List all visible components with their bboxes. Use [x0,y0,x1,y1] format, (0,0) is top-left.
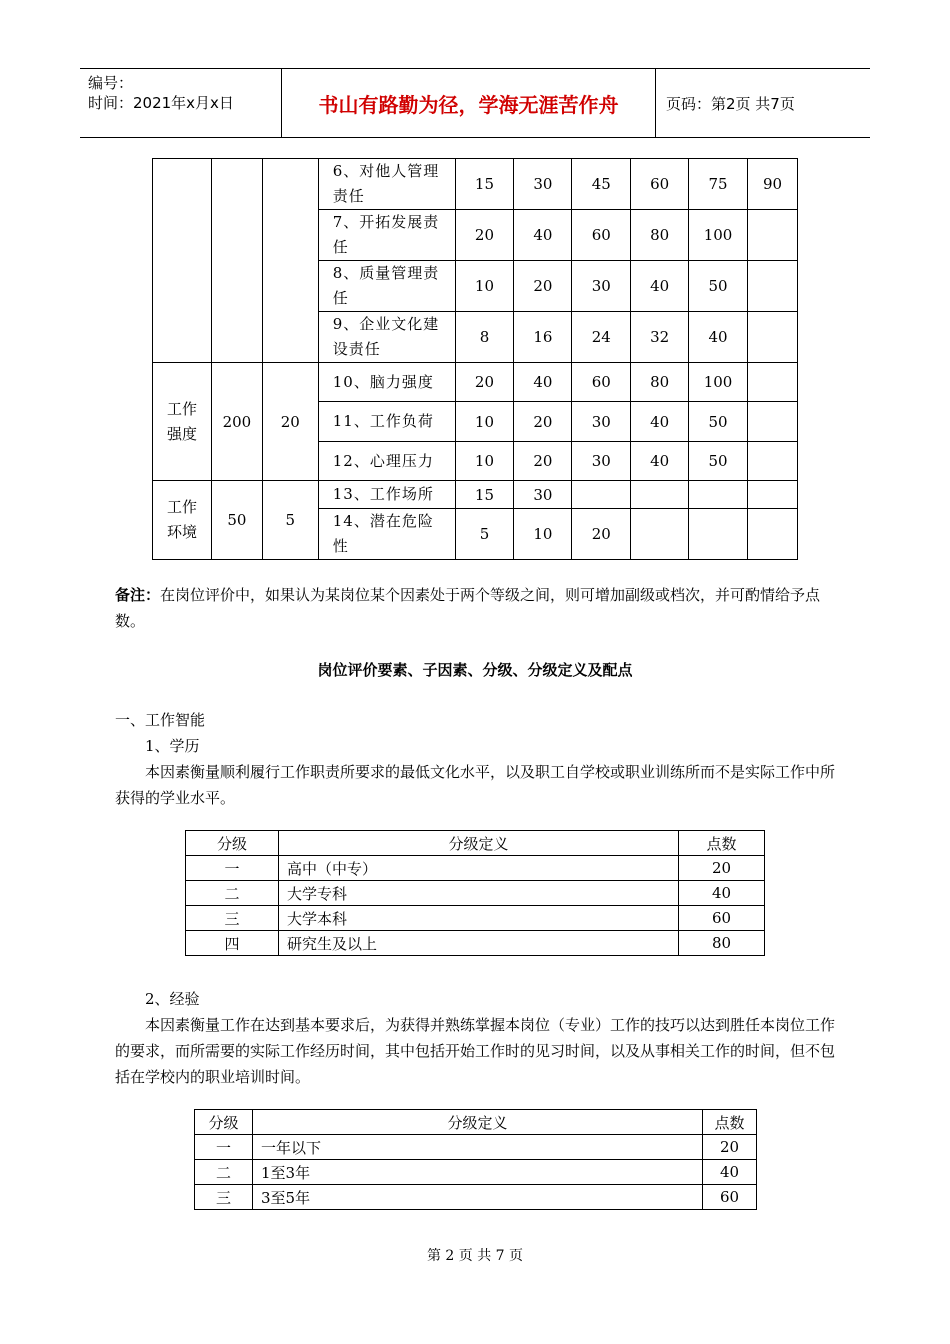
definition-cell: 高中（中专） [279,856,679,881]
level-cell: 二 [186,881,279,906]
factor-name: 8、质量管理责任 [318,261,455,312]
point-cell: 30 [514,159,572,210]
point-cell [748,481,798,509]
subsection-heading: 1、学历 [145,737,200,755]
group-env-name: 工作环境 [166,498,197,541]
header-cell: 点数 [679,831,765,856]
level-cell: 二 [195,1160,253,1185]
point-cell: 32 [631,312,689,363]
point-cell: 15 [455,159,514,210]
points-cell: 20 [679,856,765,881]
point-cell: 20 [514,402,572,442]
table-row [186,931,765,956]
point-cell: 10 [514,509,572,560]
subsection-heading: 2、经验 [145,990,200,1008]
group-weight: 5 [262,481,318,560]
point-cell: 80 [631,363,689,402]
note-text: 在岗位评价中，如果认为某岗位某个因素处于两个等级之间，则可增加副级或档次，并可酌情给予点数。 [115,586,821,630]
definition-cell: 研究生及以上 [279,931,679,956]
point-cell: 60 [572,363,631,402]
point-cell: 80 [631,210,689,261]
empty-cell [153,159,212,363]
point-cell: 20 [572,509,631,560]
definition-cell: 3至5年 [253,1185,703,1210]
section-heading: 一、工作智能 [115,711,206,729]
level-cell: 三 [195,1185,253,1210]
point-cell [689,481,748,509]
point-cell: 60 [631,159,689,210]
point-cell: 100 [689,363,748,402]
page-header [80,68,870,138]
factor-name: 6、对他人管理责任 [318,159,455,210]
group-weight: 20 [262,363,318,481]
point-cell: 40 [514,210,572,261]
points-cell: 40 [703,1160,757,1185]
evaluation-factor-table [152,158,798,560]
point-cell [748,442,798,481]
factor-name: 13、工作场所 [318,481,455,509]
point-cell: 30 [572,261,631,312]
section-title: 岗位评价要素、子因素、分级、分级定义及配点 [317,661,633,679]
point-cell: 40 [631,402,689,442]
header-cell: 分级 [195,1110,253,1135]
header-cell: 分级 [186,831,279,856]
header-cell: 分级定义 [253,1110,703,1135]
table-header-row [195,1110,757,1135]
point-cell [689,509,748,560]
point-cell: 75 [689,159,748,210]
definition-cell: 大学专科 [279,881,679,906]
definition-cell: 一年以下 [253,1135,703,1160]
table-row [186,881,765,906]
point-cell: 100 [689,210,748,261]
factor-name: 10、脑力强度 [318,363,455,402]
header-cell: 分级定义 [279,831,679,856]
point-cell: 10 [455,442,514,481]
point-cell: 30 [514,481,572,509]
education-level-table [185,830,765,956]
factor-name: 11、工作负荷 [318,402,455,442]
header-page-info: 页码：第2页 共7页 [666,94,795,113]
point-cell: 24 [572,312,631,363]
table-row [195,1135,757,1160]
empty-cell [262,159,318,363]
level-cell: 三 [186,906,279,931]
point-cell: 50 [689,261,748,312]
empty-cell [211,159,262,363]
note-paragraph [115,582,835,634]
point-cell: 90 [748,159,798,210]
table-row [195,1185,757,1210]
point-cell [748,261,798,312]
point-cell [748,363,798,402]
points-cell: 40 [679,881,765,906]
subsection-description: 本因素衡量工作在达到基本要求后，为获得并熟练掌握本岗位（专业）工作的技巧以达到胜任本岗位工作的要求，而所需要的实际工作经历时间，其中包括开始工作时的见习时间，以及从事相关工作的时间，但不包括在学校内的职业培训时间。 [115,1016,836,1086]
point-cell: 10 [455,261,514,312]
level-cell: 一 [186,856,279,881]
points-cell: 60 [703,1185,757,1210]
table-row [153,481,798,509]
point-cell: 45 [572,159,631,210]
point-cell [748,402,798,442]
header-motto: 书山有路勤为径，学海无涯苦作舟 [281,69,656,137]
point-cell: 40 [514,363,572,402]
factor-name: 14、潜在危险性 [318,509,455,560]
point-cell: 8 [455,312,514,363]
group-points: 200 [211,363,262,481]
point-cell: 40 [689,312,748,363]
factor-name: 12、心理压力 [318,442,455,481]
point-cell [748,312,798,363]
point-cell [631,509,689,560]
point-cell [748,210,798,261]
point-cell: 15 [455,481,514,509]
table-header-row [186,831,765,856]
point-cell: 30 [572,402,631,442]
level-cell: 一 [195,1135,253,1160]
factor-name: 9、企业文化建设责任 [318,312,455,363]
point-cell: 50 [689,442,748,481]
table-row [186,906,765,931]
point-cell: 50 [689,402,748,442]
point-cell: 20 [514,261,572,312]
point-cell: 5 [455,509,514,560]
subsection-description: 本因素衡量顺利履行工作职责所要求的最低文化水平，以及职工自学校或职业训练所而不是实际工作中所获得的学业水平。 [115,763,836,807]
header-date: 时间：2021年x月x日 [88,94,234,112]
experience-level-table [194,1109,757,1210]
point-cell: 20 [455,363,514,402]
group-points: 50 [211,481,262,560]
level-cell: 四 [186,931,279,956]
definition-cell: 大学本科 [279,906,679,931]
note-label: 备注： [115,586,161,604]
header-cell: 点数 [703,1110,757,1135]
point-cell: 40 [631,442,689,481]
point-cell: 30 [572,442,631,481]
point-cell: 20 [514,442,572,481]
definition-cell: 1至3年 [253,1160,703,1185]
group-intensity-name: 工作强度 [166,399,197,443]
header-meta [80,69,280,137]
point-cell: 20 [455,210,514,261]
table-row [186,856,765,881]
header-number: 编号： [88,74,134,92]
point-cell: 16 [514,312,572,363]
group-name [153,481,212,560]
point-cell: 10 [455,402,514,442]
point-cell: 40 [631,261,689,312]
point-cell [572,481,631,509]
factor-name: 7、开拓发展责任 [318,210,455,261]
page-footer: 第 2 页 共 7 页 [426,1248,524,1264]
group-name [153,363,212,481]
point-cell: 60 [572,210,631,261]
table-row [153,159,798,210]
table-row [153,363,798,402]
table-row [195,1160,757,1185]
points-cell: 60 [679,906,765,931]
point-cell [631,481,689,509]
point-cell [748,509,798,560]
points-cell: 20 [703,1135,757,1160]
points-cell: 80 [679,931,765,956]
